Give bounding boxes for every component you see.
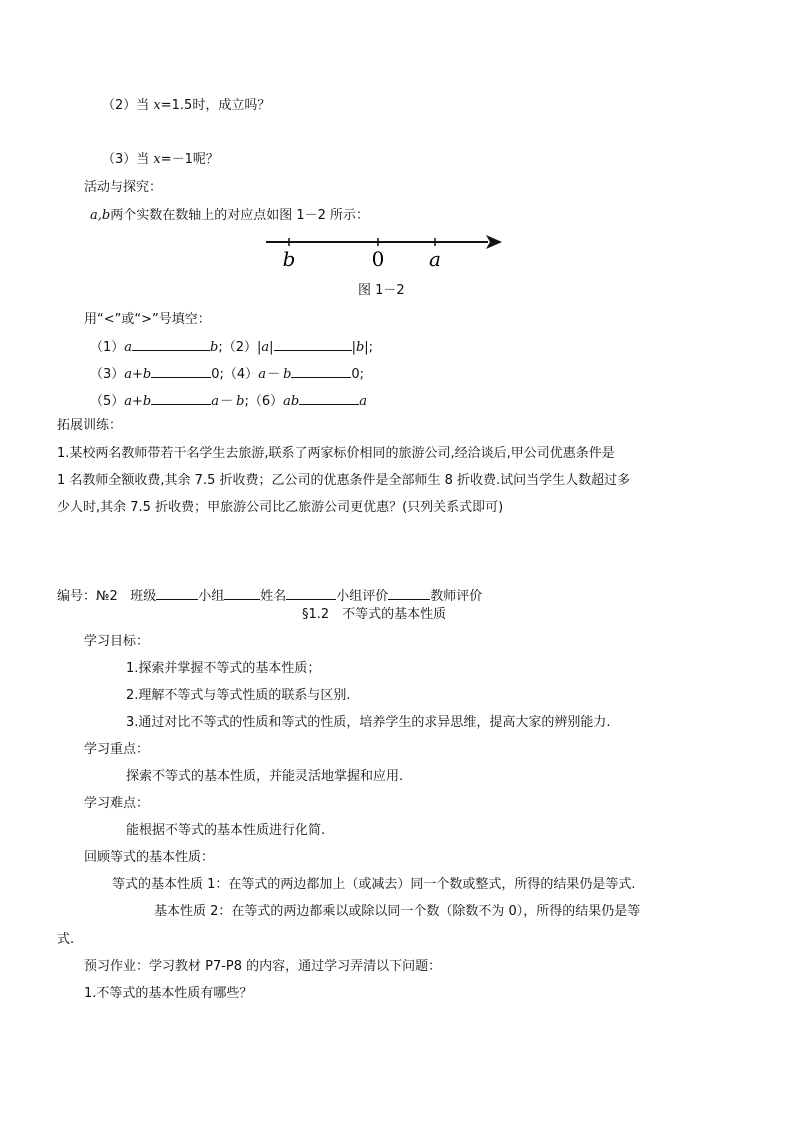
extension-line-1: 1.某校两名教师带若干名学生去旅游,联系了两家标价相同的旅游公司,经洽谈后,甲公司优惠条件是 xyxy=(57,446,615,461)
focus-title: 学习重点： xyxy=(84,742,150,757)
number-line-figure xyxy=(262,228,508,272)
question-3: （3）当 x=－1呢？ xyxy=(102,152,219,167)
preview-task: 预习作业：学习教材 P7-P8 的内容，通过学习弄清以下问题： xyxy=(84,959,442,974)
header-line: 编号：№2 班级 小组 姓名 小组评价 教师评价 xyxy=(57,589,483,604)
difficulty-title: 学习难点： xyxy=(84,796,150,811)
blank[interactable] xyxy=(299,392,359,405)
label-a: a xyxy=(429,247,441,271)
blank[interactable] xyxy=(151,392,211,405)
goal-item: 1.探索并掌握不等式的基本性质； xyxy=(126,661,321,676)
goal-item: 3.通过对比不等式的性质和等式的性质，培养学生的求异思维，提高大家的辨别能力. xyxy=(126,715,611,730)
extension-line-3: 少人时,其余 7.5 折收费；甲旅游公司比乙旅游公司更优惠？(只列关系式即可) xyxy=(57,500,504,515)
blank[interactable] xyxy=(274,338,352,351)
blank[interactable] xyxy=(151,365,211,378)
number-line-arrow xyxy=(486,235,502,249)
difficulty-text: 能根据不等式的基本性质进行化简. xyxy=(126,823,326,838)
review-property-2-cont: 式. xyxy=(57,932,75,947)
review-property-1: 等式的基本性质 1：在等式的两边都加上（或减去）同一个数或整式，所得的结果仍是等式. xyxy=(112,877,636,892)
section-title: §1.2 不等式的基本性质 xyxy=(302,607,447,622)
blank[interactable] xyxy=(388,587,430,600)
goal-item: 2.理解不等式与等式性质的联系与区别. xyxy=(126,688,351,703)
blank[interactable] xyxy=(224,587,260,600)
label-0: 0 xyxy=(371,247,385,271)
fill-row-3: （5）a+b a－ b;（6）ab a xyxy=(90,394,367,409)
fill-row-1: （1）a b;（2）|a| |b|; xyxy=(90,340,374,355)
question-2: （2）当 x=1.5时，成立吗？ xyxy=(102,98,271,113)
blank[interactable] xyxy=(132,338,210,351)
focus-text: 探索不等式的基本性质，并能灵活地掌握和应用. xyxy=(126,769,404,784)
preview-question-1: 1.不等式的基本性质有哪些？ xyxy=(84,986,253,1001)
label-b: b xyxy=(282,247,296,271)
blank[interactable] xyxy=(286,587,336,600)
review-property-2: 基本性质 2：在等式的两边都乘以或除以同一个数（除数不为 0），所得的结果仍是等 xyxy=(154,904,641,919)
fill-row-2: （3）a+b 0;（4）a－ b 0; xyxy=(90,367,365,382)
review-title: 回顾等式的基本性质： xyxy=(84,850,215,865)
goals-title: 学习目标： xyxy=(84,634,150,649)
extension-title: 拓展训练： xyxy=(57,418,123,433)
activity-title: 活动与探究： xyxy=(84,180,163,195)
extension-line-2: 1 名教师全额收费,其余 7.5 折收费；乙公司的优惠条件是全部师生 8 折收费.试问当学生人数超过多 xyxy=(57,473,631,488)
activity-intro: a,b两个实数在数轴上的对应点如图 1－2 所示： xyxy=(90,208,370,223)
blank[interactable] xyxy=(291,365,351,378)
blank[interactable] xyxy=(156,587,198,600)
figure-caption: 图 1－2 xyxy=(358,283,405,298)
fill-prompt: 用“<”或“>”号填空： xyxy=(84,312,211,327)
